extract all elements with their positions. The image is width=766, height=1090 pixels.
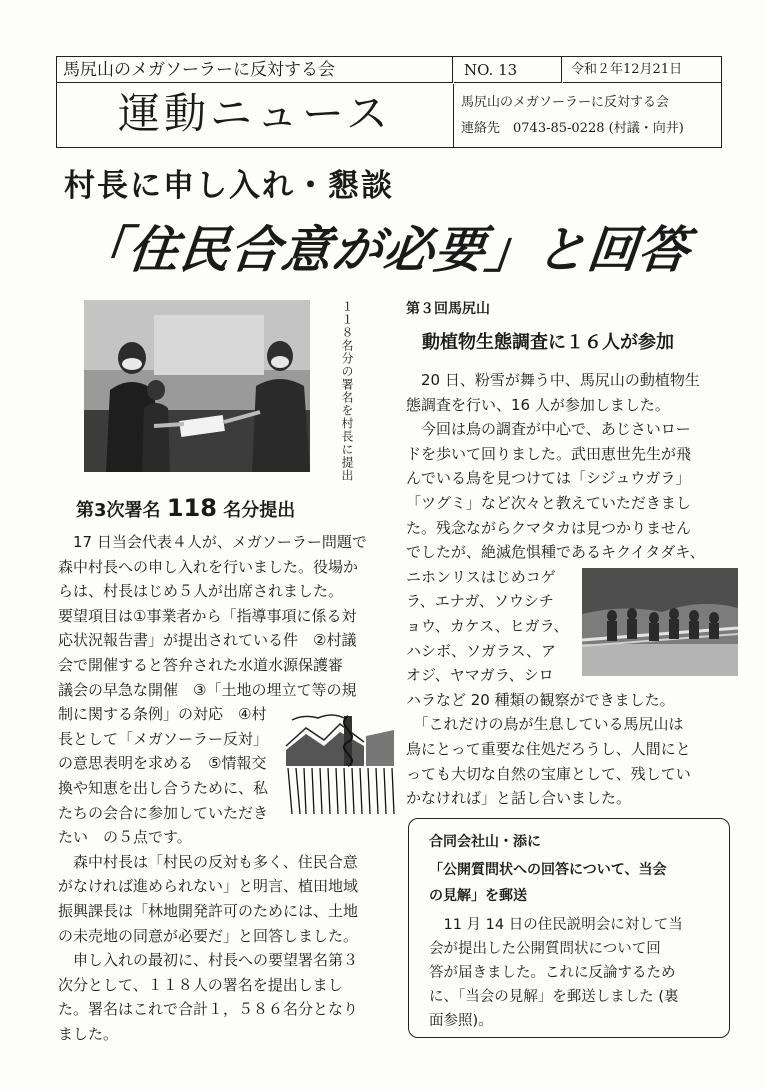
signature-heading bbox=[76, 494, 295, 522]
text-line: ハラなど 20 種類の観察ができました。 bbox=[406, 690, 675, 709]
meeting-photo bbox=[84, 300, 310, 472]
text-line: 要望項目は①事業者から「指導事項に係る対 bbox=[58, 606, 357, 625]
signature-heading-number: 118 bbox=[166, 494, 217, 522]
text-line: 態調査を行い、16 人が参加しました。 bbox=[406, 395, 670, 414]
text-line: に、「当会の見解」を郵送しました (裏 bbox=[429, 989, 679, 1005]
text-line: 鳥にとって重要な住処だろうし、人間にと bbox=[406, 740, 691, 758]
text-line: の意思表明を求める ⑤情報交 bbox=[58, 754, 267, 773]
text-line: 申し入れの最初に、村長への要望署名第３ bbox=[58, 951, 359, 970]
text-line: 面参照)。 bbox=[429, 1013, 493, 1029]
signature-heading-post: 名分提出 bbox=[223, 500, 296, 521]
text-line: 換や知恵を出し合うために、私 bbox=[58, 779, 269, 797]
text-line: ラ、エナガ、ソウシチ bbox=[406, 592, 554, 611]
headline-quote: 「住民合意が必要」と回答 bbox=[74, 221, 693, 279]
text-line: 「ツグミ」など次々と教えていただきまし bbox=[406, 494, 691, 512]
survey-photo bbox=[582, 568, 738, 676]
issue-date: 令和２年12月21日 bbox=[563, 57, 721, 83]
text-line: 議会の早急な開催 ③「土地の埋立て等の規 bbox=[58, 680, 357, 699]
survey-heading: 動植物生態調査に１６人が参加 bbox=[422, 332, 674, 353]
text-line: 11 月 14 日の住民説明会に対して当 bbox=[429, 917, 683, 933]
text-line: がなければ進められない」と明言、植田地域 bbox=[58, 877, 359, 896]
text-line: た。署名はこれで合計１，５８６名分となり bbox=[58, 1000, 359, 1019]
org-name: 馬尻山のメガソーラーに反対する会 bbox=[57, 57, 453, 83]
text-line: 「これだけの鳥が生息している馬尻山は bbox=[406, 715, 684, 734]
text-line: 20 日、粉雪が舞う中、馬尻山の動植物生 bbox=[406, 371, 700, 389]
text-line: ニホンリスはじめコゲ bbox=[406, 567, 556, 586]
notice-box bbox=[408, 818, 730, 1038]
text-line: 森中村長への申し入れを行いました。役場か bbox=[58, 557, 359, 576]
text-line: 制に関する条例」の対応 ④村 bbox=[58, 705, 267, 724]
text-line: 森中村長は「村民の反対も多く、住民合意 bbox=[58, 852, 358, 871]
text-line: 応状況報告書」が提出されている件 ②村議 bbox=[58, 631, 357, 650]
text-line: オジ、ヤマガラ、シロ bbox=[406, 666, 554, 685]
text-line: 今回は鳥の調査が中心で、あじさいロー bbox=[406, 420, 691, 439]
signature-heading-pre: 第3次署名 bbox=[76, 500, 161, 521]
contact-org: 馬尻山のメガソーラーに反対する会 bbox=[461, 95, 670, 110]
text-line: 17 日当会代表４人が、メガソーラー問題で bbox=[58, 533, 367, 551]
text-line: ハシボ、ソガラス、ア bbox=[406, 641, 557, 660]
text-line: 長として「メガソーラー反対」 bbox=[58, 729, 269, 748]
issue-number: NO. 13 bbox=[454, 57, 562, 83]
text-line: 振興課長は「林地開発許可のためには、土地 bbox=[58, 902, 359, 920]
headline-main: 村長に申し入れ・懇談 bbox=[64, 168, 394, 204]
text-line: 会で開催すると答弁された水道水源保護審 bbox=[58, 656, 344, 674]
text-line: たちの会合に参加していただき bbox=[58, 803, 269, 822]
text-line: 答が届きました。これに反論するため bbox=[429, 965, 676, 981]
photo-caption: １１８名分の署名を村長に提出 bbox=[340, 300, 354, 482]
landscape-illustration bbox=[284, 706, 396, 818]
text-line: ました。 bbox=[58, 1025, 119, 1043]
text-line: かなければ」と話し合いました。 bbox=[406, 789, 632, 808]
text-line: 次分として、１１８人の署名を提出しまし bbox=[58, 975, 343, 994]
text-line: ョウ、カケス、ヒガラ、 bbox=[406, 617, 569, 635]
notice-title-1: 合同会社山・添に bbox=[429, 834, 541, 850]
survey-subheading: 第３回馬尻山 bbox=[406, 301, 490, 317]
text-line: の未売地の同意が必要だ」と回答しました。 bbox=[58, 926, 359, 945]
text-line: たい の５点です。 bbox=[58, 828, 192, 847]
text-line: 会が提出した公開質問状について回 bbox=[429, 941, 661, 957]
newsletter-title: 運動ニュース bbox=[57, 84, 454, 147]
text-line: らは、村長はじめ５人が出席されました。 bbox=[58, 582, 344, 601]
masthead bbox=[56, 56, 722, 148]
text-line: んでいる鳥を見つけては「シジュウガラ」 bbox=[406, 469, 691, 488]
text-line: でしたが、絶滅危惧種であるキクイタダキ、 bbox=[406, 543, 705, 562]
contact-phone: 連絡先 0743‐85‐0228 (村議・向井) bbox=[461, 121, 684, 136]
text-line: っても大切な自然の宝庫として、残してい bbox=[406, 764, 691, 783]
notice-title-3: の見解」を郵送 bbox=[429, 888, 527, 904]
text-line: ドを歩いて回りました。武田恵世先生が飛 bbox=[406, 444, 692, 463]
notice-title-2: 「公開質問状への回答について、当会 bbox=[429, 862, 667, 878]
text-line: た。残念ながらクマタカは見つかりません bbox=[406, 518, 692, 537]
